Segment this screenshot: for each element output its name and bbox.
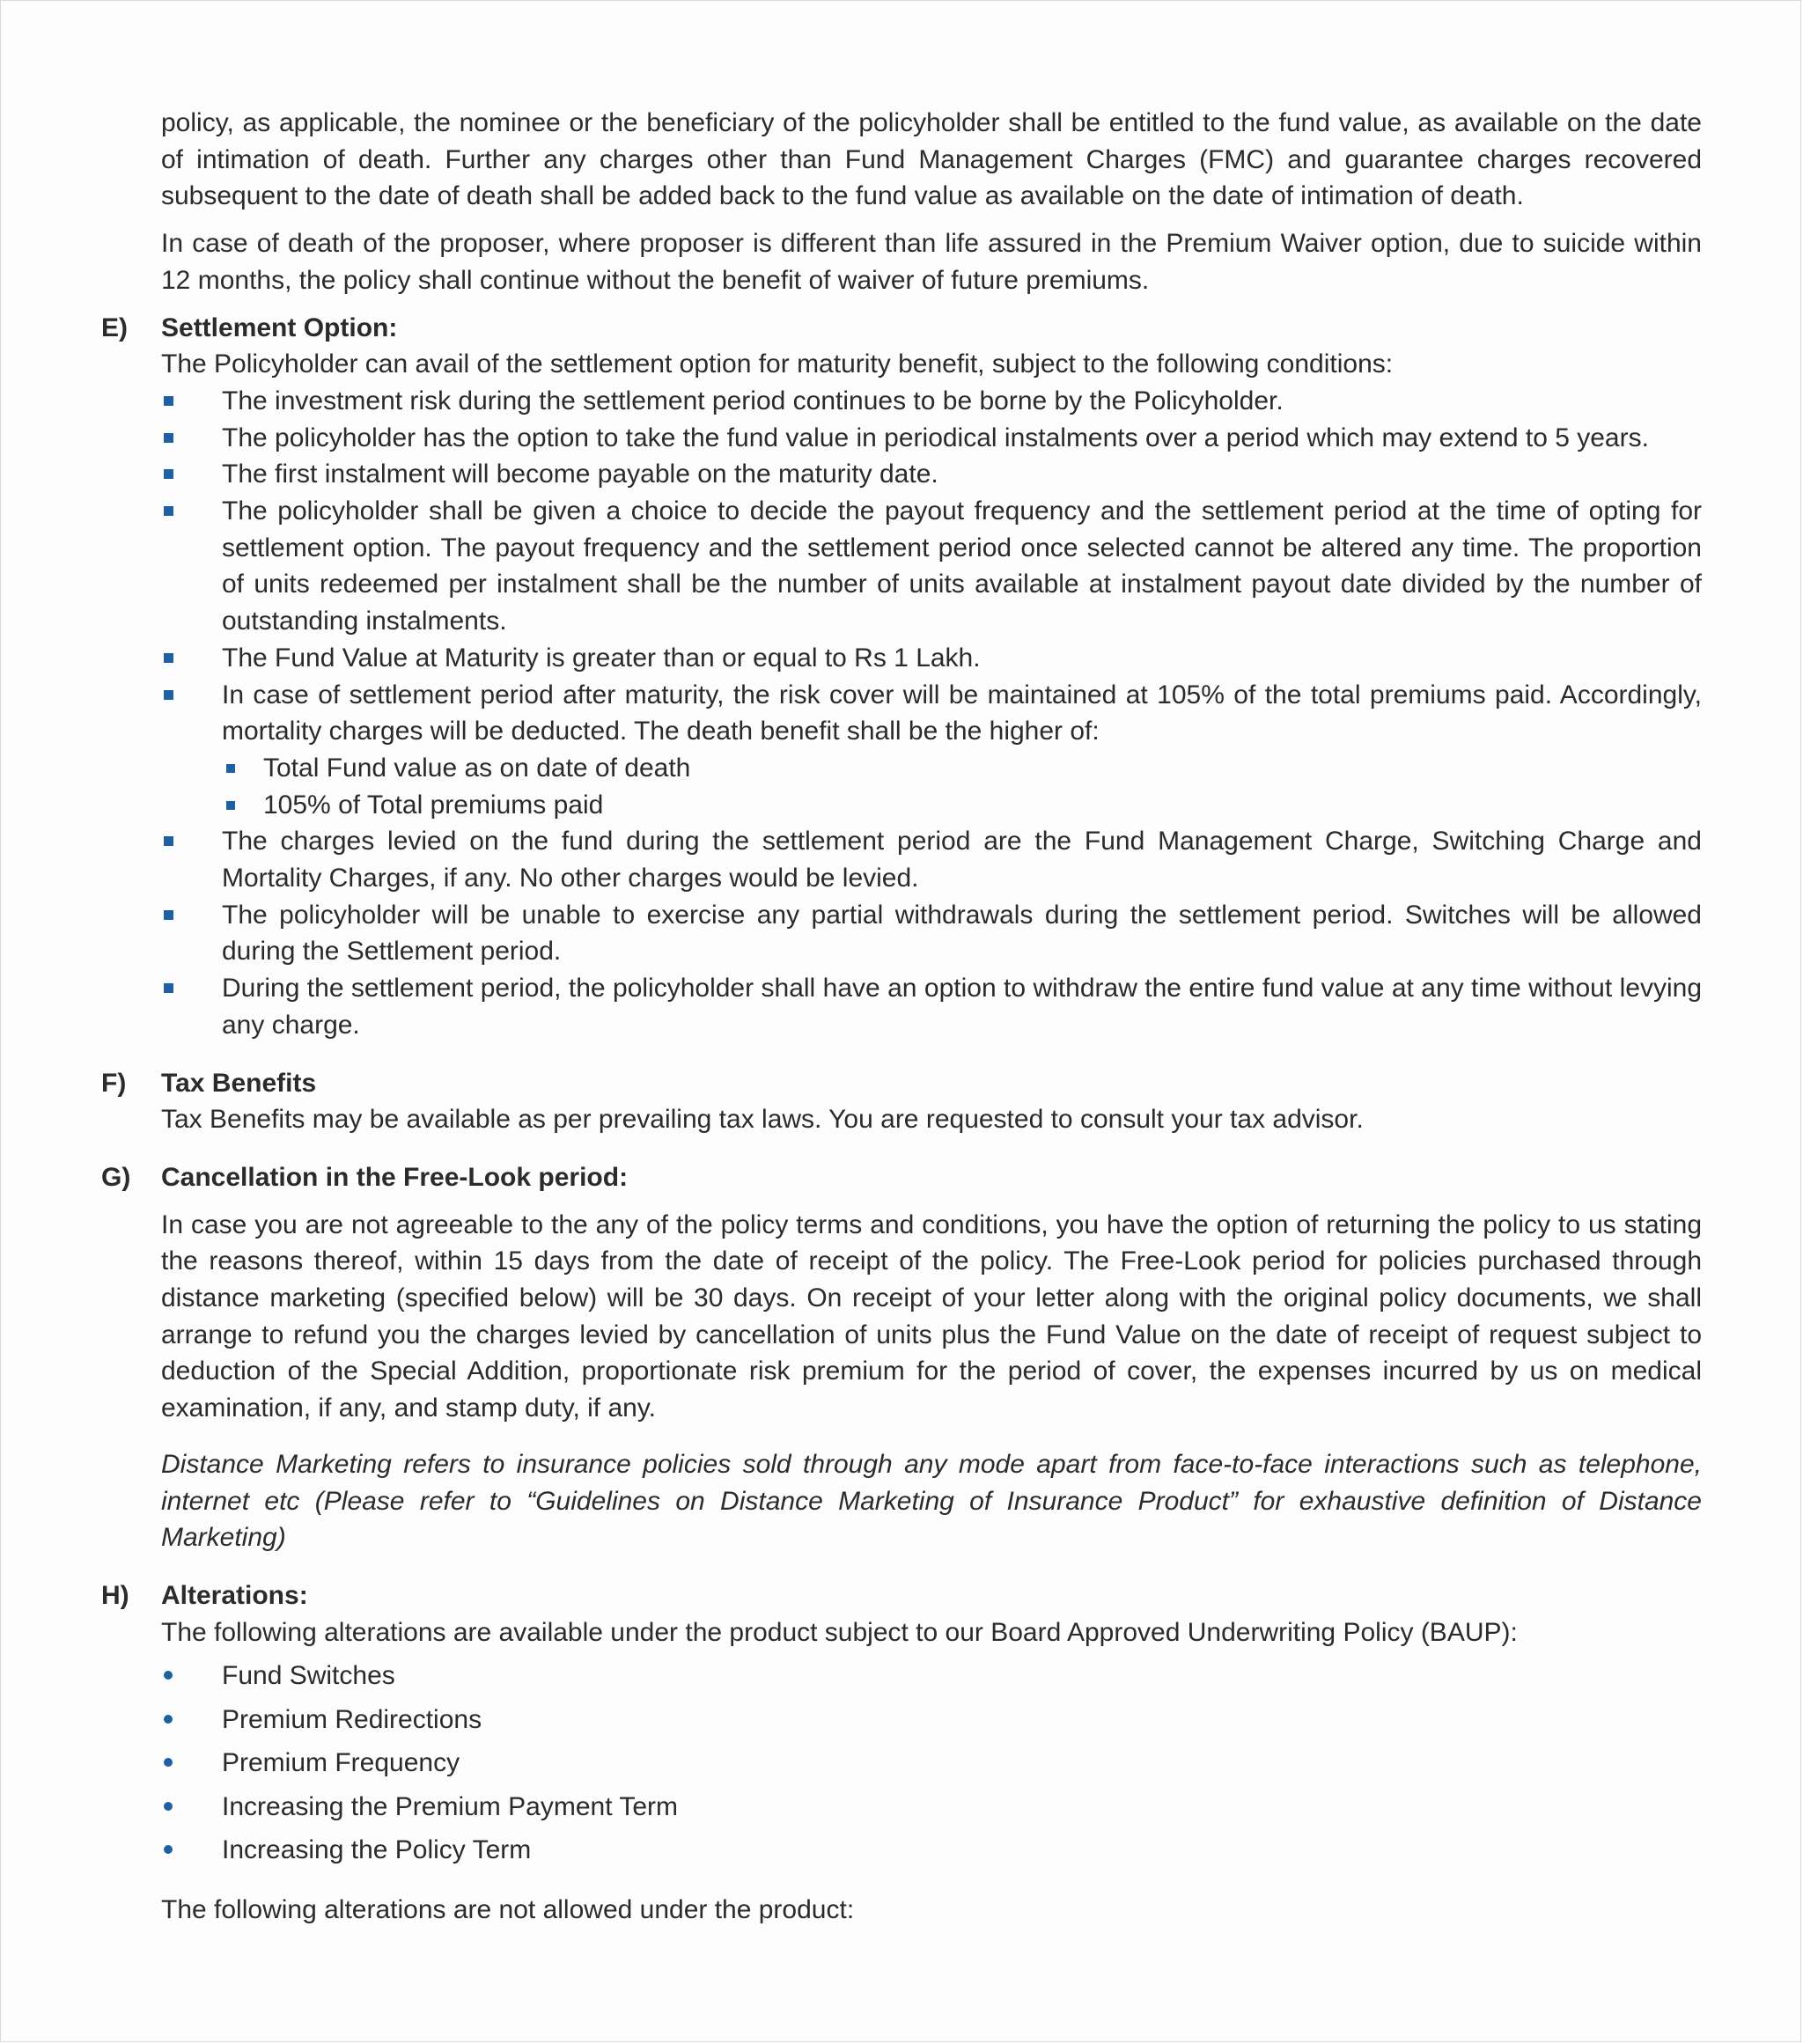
square-bullet-icon [164, 690, 173, 700]
square-bullet-icon [164, 910, 173, 920]
list-item: During the settlement period, the policyholder shall have an option to withdraw the entire fund value at any time without levying any charge. [222, 970, 1702, 1043]
list-item: The investment risk during the settlement period continues to be borne by the Policyholder. [222, 383, 1702, 420]
list-item: The first instalment will become payable on the maturity date. [222, 456, 1702, 493]
section-f-title: Tax Benefits [161, 1068, 317, 1098]
square-bullet-icon [226, 764, 235, 773]
list-item: Premium Redirections [222, 1698, 1702, 1742]
list-item: The policyholder has the option to take the fund value in periodical instalments over a period which may extend to 5 years. [222, 420, 1702, 457]
list-item: Increasing the Premium Payment Term [222, 1785, 1702, 1829]
intro-paragraph-2: In case of death of the proposer, where proposer is different than life assured in the Premium Waiver option, due to suicide within 12 months, the policy shall continue without the benefit of waiver of future premiums. [161, 229, 1702, 295]
allowed-alterations-list [1, 1654, 1803, 1872]
sub-list-item: Total Fund value as on date of death [263, 750, 1702, 787]
square-bullet-icon [164, 433, 173, 443]
list-item: Premium Frequency [222, 1741, 1702, 1785]
section-h-letter: H) [101, 1580, 129, 1610]
section-h-lead: The following alterations are available under the product subject to our Board Approved Underwriting Policy (BAUP): [161, 1617, 1518, 1647]
document-content [1, 105, 1803, 1929]
section-f-heading [1, 1065, 1803, 1102]
round-bullet-icon [164, 1671, 173, 1680]
square-bullet-icon [164, 983, 173, 993]
section-e-lead: The Policyholder can avail of the settlement option for maturity benefit, subject to the following conditions: [161, 349, 1394, 379]
section-h-closing: The following alterations are not allowed under the product: [161, 1894, 855, 1924]
section-g-title: Cancellation in the Free-Look period: [161, 1162, 629, 1192]
section-g-letter: G) [101, 1162, 131, 1192]
list-item: The charges levied on the fund during the settlement period are the Fund Management Charge, Switching Charge and Mortality Charges, if any. No other charges would be levied. [222, 823, 1702, 896]
section-f-letter: F) [101, 1068, 127, 1098]
section-f-body: Tax Benefits may be available as per prevailing tax laws. You are requested to consult your tax advisor. [161, 1105, 1364, 1135]
section-e-title: Settlement Option: [161, 312, 398, 342]
square-bullet-icon [164, 836, 173, 846]
section-e-heading [1, 310, 1803, 347]
round-bullet-icon [164, 1715, 173, 1724]
square-bullet-icon [164, 396, 173, 406]
death-benefit-sublist [222, 750, 1702, 823]
list-item: Increasing the Policy Term [222, 1828, 1702, 1872]
intro-paragraph-1: policy, as applicable, the nominee or the beneficiary of the policyholder shall be entitled to the fund value, as available on the date of intimation of death. Further any charges other than Fund Management Charges (FMC) and guarantee charges recovered subsequent to the date of death shall be added back to the fund value as available on the date of intimation of death. [161, 108, 1702, 211]
section-g-heading [1, 1159, 1803, 1196]
section-h-heading [1, 1577, 1803, 1614]
list-item: Fund Switches [222, 1654, 1702, 1698]
section-g-body: In case you are not agreeable to the any of the policy terms and conditions, you have the option of returning the policy to us stating the reasons thereof, within 15 days from the date of receipt of the policy. The Free-Look period for policies purchased through distance marketing (specified below) will be 30 days. On receipt of your letter along with the original policy documents, we shall arrange to refund you the charges levied by cancellation of units plus the Fund Value on the date of receipt of request subject to deduction of the Special Addition, proportionate risk premium for the period of cover, the expenses incurred by us on medical examination, if any, and stamp duty, if any. [161, 1209, 1702, 1423]
square-bullet-icon [226, 801, 235, 810]
distance-marketing-note: Distance Marketing refers to insurance policies sold through any mode apart from face-to-face interactions such as telephone, internet etc (Please refer to “Guidelines on Distance Marketing of Insurance Product” for exhaustive definition of Distance Marketing) [161, 1449, 1702, 1553]
list-item: The Fund Value at Maturity is greater than or equal to Rs 1 Lakh. [222, 640, 1702, 677]
list-item: The policyholder will be unable to exercise any partial withdrawals during the settlement period. Switches will be allowed during the Settlement period. [222, 897, 1702, 970]
square-bullet-icon [164, 653, 173, 663]
round-bullet-icon [164, 1802, 173, 1811]
section-h-title: Alterations: [161, 1580, 308, 1610]
square-bullet-icon [164, 469, 173, 479]
round-bullet-icon [164, 1845, 173, 1854]
square-bullet-icon [164, 506, 173, 516]
list-item: The policyholder shall be given a choice to decide the payout frequency and the settlement period at the time of opting for settlement option. The payout frequency and the settlement period once selected cannot be altered any time. The proportion of units redeemed per instalment shall be the number of units available at instalment payout date divided by the number of outstanding instalments. [222, 493, 1702, 640]
round-bullet-icon [164, 1758, 173, 1767]
settlement-conditions-list [1, 383, 1803, 1044]
list-item: In case of settlement period after maturity, the risk cover will be maintained at 105% of the total premiums paid. Accordingly, mortality charges will be deducted. The death benefit shall be the higher of: Total Fund value as on date of death 105% of Total premiums paid [222, 677, 1702, 824]
section-e-letter: E) [101, 312, 128, 342]
sub-list-item: 105% of Total premiums paid [263, 787, 1702, 824]
